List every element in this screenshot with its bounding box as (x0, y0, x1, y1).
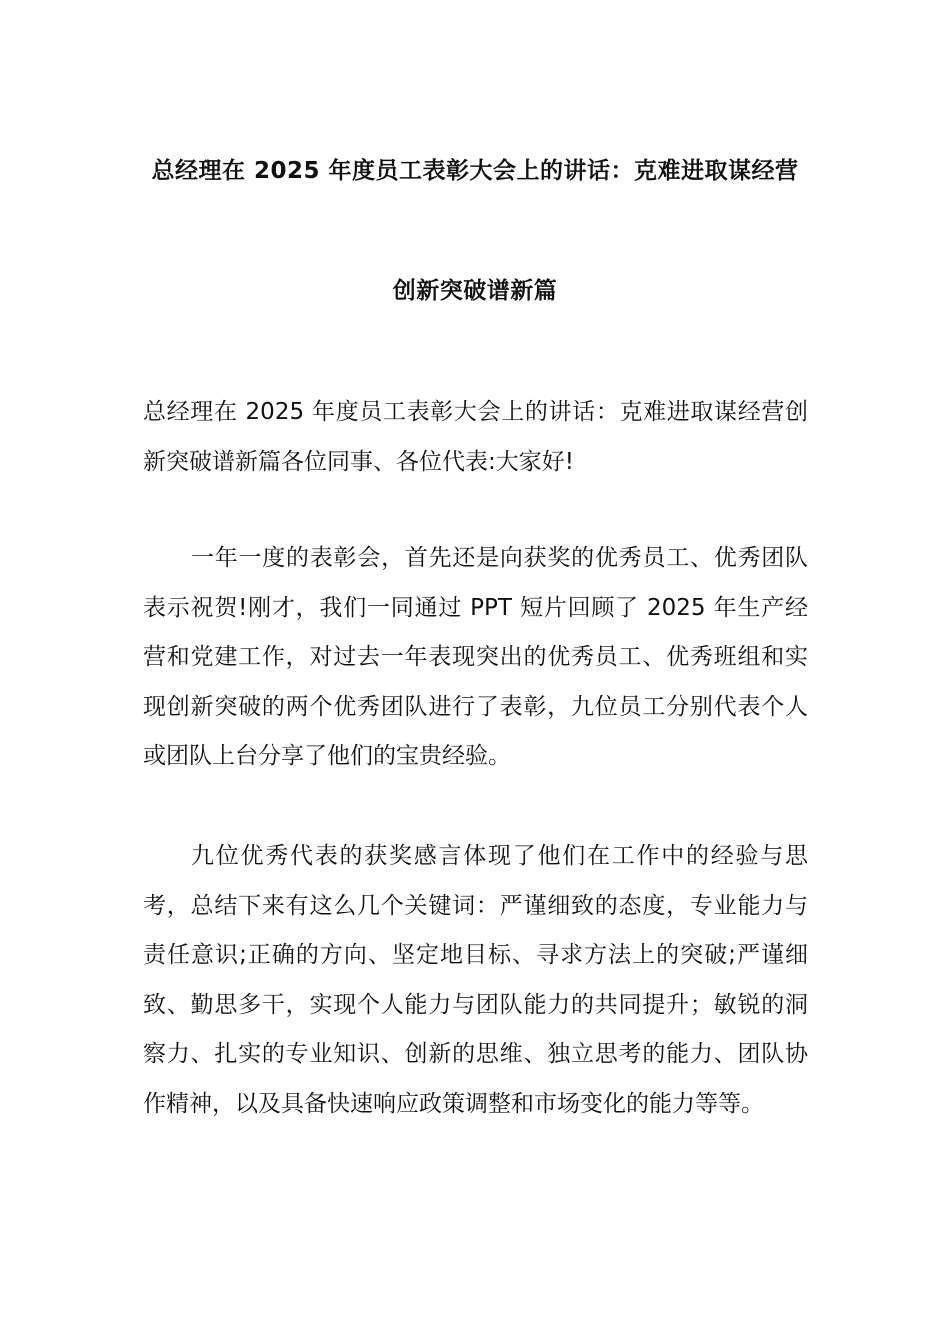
intro-text: 总经理在 2025 年度员工表彰大会上的讲话：克难进取谋经营创新突破谱新篇各位同事、各位代表:大家好! (143, 399, 808, 475)
document-title-line1: 总经理在 2025 年度员工表彰大会上的讲话：克难进取谋经营 (151, 158, 799, 184)
document-title-line2: 创新突破谱新篇 (392, 278, 558, 304)
body-paragraph-1 (143, 534, 808, 782)
paragraph-1-text: 一年一度的表彰会，首先还是向获奖的优秀员工、优秀团队表示祝贺!刚才，我们一同通过 PPT 短片回顾了 2025 年生产经营和党建工作，对过去一年表现突出的优秀员工、优秀班组和实现创新突破的两个优秀团队进行了表彰，九位员工分别代表个人或团队上台分享了他们的宝贵经验。 (143, 545, 808, 770)
paragraph-2-text: 九位优秀代表的获奖感言体现了他们在工作中的经验与思考，总结下来有这么几个关键词：严谨细致的态度，专业能力与责任意识;正确的方向、坚定地目标、寻求方法上的突破;严谨细致、勤思多干，实现个人能力与团队能力的共同提升；敏锐的洞察力、扎实的专业知识、创新的思维、独立思考的能力、团队协作精神，以及具备快速响应政策调整和市场变化的能力等等。 (143, 843, 808, 1117)
intro-paragraph (143, 388, 808, 487)
body-paragraph-2 (143, 832, 808, 1130)
